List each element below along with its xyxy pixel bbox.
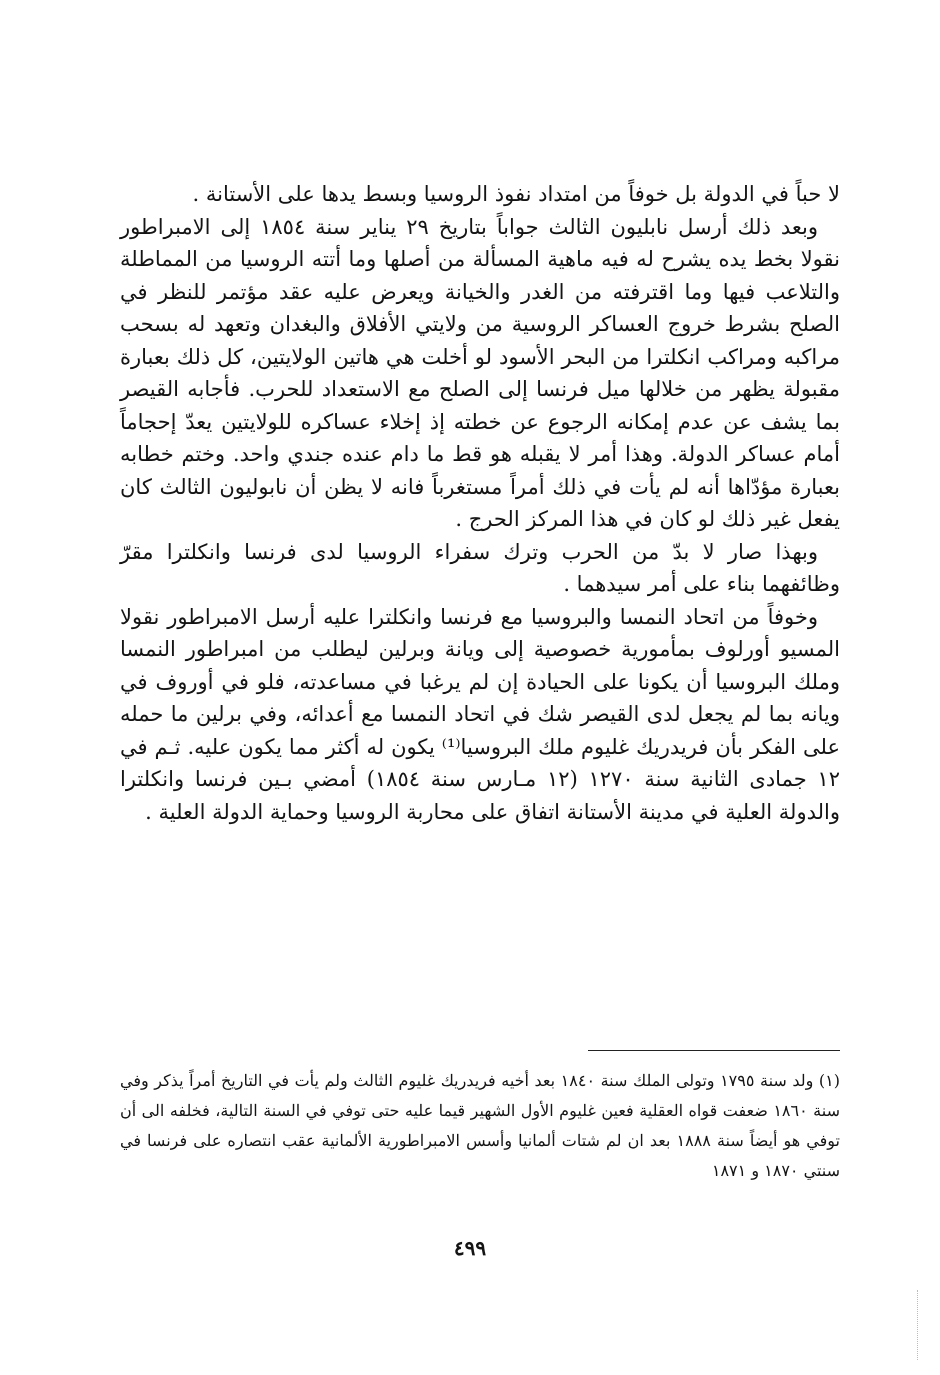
page-number: ٤٩٩ xyxy=(453,1236,487,1260)
paragraph: وبهذا صار لا بدّ من الحرب وترك سفراء الروسيا لدى فرنسا وانكلترا مقرّ وظائفهما بناء على أمر سيدهما . xyxy=(120,539,840,596)
main-text-block xyxy=(120,178,840,828)
paragraph: وبعد ذلك أرسل نابليون الثالث جواباً بتاريخ ٢٩ يناير سنة ١٨٥٤ إلى الامبراطور نقولا بخط يده يشرح له فيه ماهية المسألة من أصلها وما أتته الروسيا من المماطلة والتلاعب فيها وما اقترفته من الغدر والخيانة ويعرض عليه عقد مؤتمر للنظر في الصلح بشرط خروج العساكر الروسية من ولايتي الأفلاق والبغدان وتعهد له بسحب مراكبه ومراكب انكلترا من البحر الأسود لو أخلت هي هاتين الولايتين، كل ذلك بعبارة مقبولة يظهر من خلالها ميل فرنسا إلى الصلح مع الاستعداد للحرب. فأجابه القيصر بما يشف عن عدم إمكانه الرجوع عن خطته إذ إخلاء عساكره للولايتين يعدّ إحجاماً أمام عساكر الدولة. وهذا أمر لا يقبله هو قط ما دام عنده جندي واحد. وختم خطابه بعبارة مؤدّاها أنه لم يأت في ذلك أمراً مستغرباً فانه لا يظن أن نابوليون الثالث كان يفعل غير ذلك لو كان في هذا المركز الحرج . xyxy=(120,214,840,531)
footnote-divider xyxy=(588,1050,840,1051)
margin-scan-mark xyxy=(917,1290,920,1360)
paragraph: لا حباً في الدولة بل خوفاً من امتداد نفوذ الروسيا وبسط يدها على الأستانة . xyxy=(192,182,840,206)
paragraph: وخوفاً من اتحاد النمسا والبروسيا مع فرنسا وانكلترا عليه أرسل الامبراطور نقولا المسيو أورلوف بمأمورية خصوصية إلى ويانة وبرلين ليطلب من امبراطور النمسا وملك البروسيا أن يكونا على الحيادة إن لم يرغبا في مساعدته، فلو في أوروف في ويانه بما لم يجعل لدى القيصر شك في اتحاد النمسا مع أعدائه، وفي برلين ما حمله على الفكر بأن فريدريك غليوم ملك البروسيا⁽¹⁾ يكون له أكثر مما يكون عليه. ثـم في ١٢ جمادى الثانية سنة ١٢٧٠ (١٢ مـارس سنة ١٨٥٤) أمضي بـين فرنسا وانكلترا والدولة العلية في مدينة الأستانة اتفاق على محاربة الروسيا وحماية الدولة العلية . xyxy=(120,604,840,824)
footnote: (١) ولد سنة ١٧٩٥ وتولى الملك سنة ١٨٤٠ بعد أخيه فريدريك غليوم الثالث ولم يأت في التاريخ أمراً يذكر وفي سنة ١٨٦٠ ضعفت قواه العقلية فعين غليوم الأول الشهير قيما عليه حتى توفي في السنة التالية، فخلفه الى أن توفي هو أيضاً سنة ١٨٨٨ بعد ان لم شتات ألمانيا وأسس الامبراطورية الألمانية عقب انتصاره على فرنسا في سنتي ١٨٧٠ و ١٨٧١ xyxy=(120,1071,841,1180)
footnotes-block xyxy=(120,1066,840,1186)
